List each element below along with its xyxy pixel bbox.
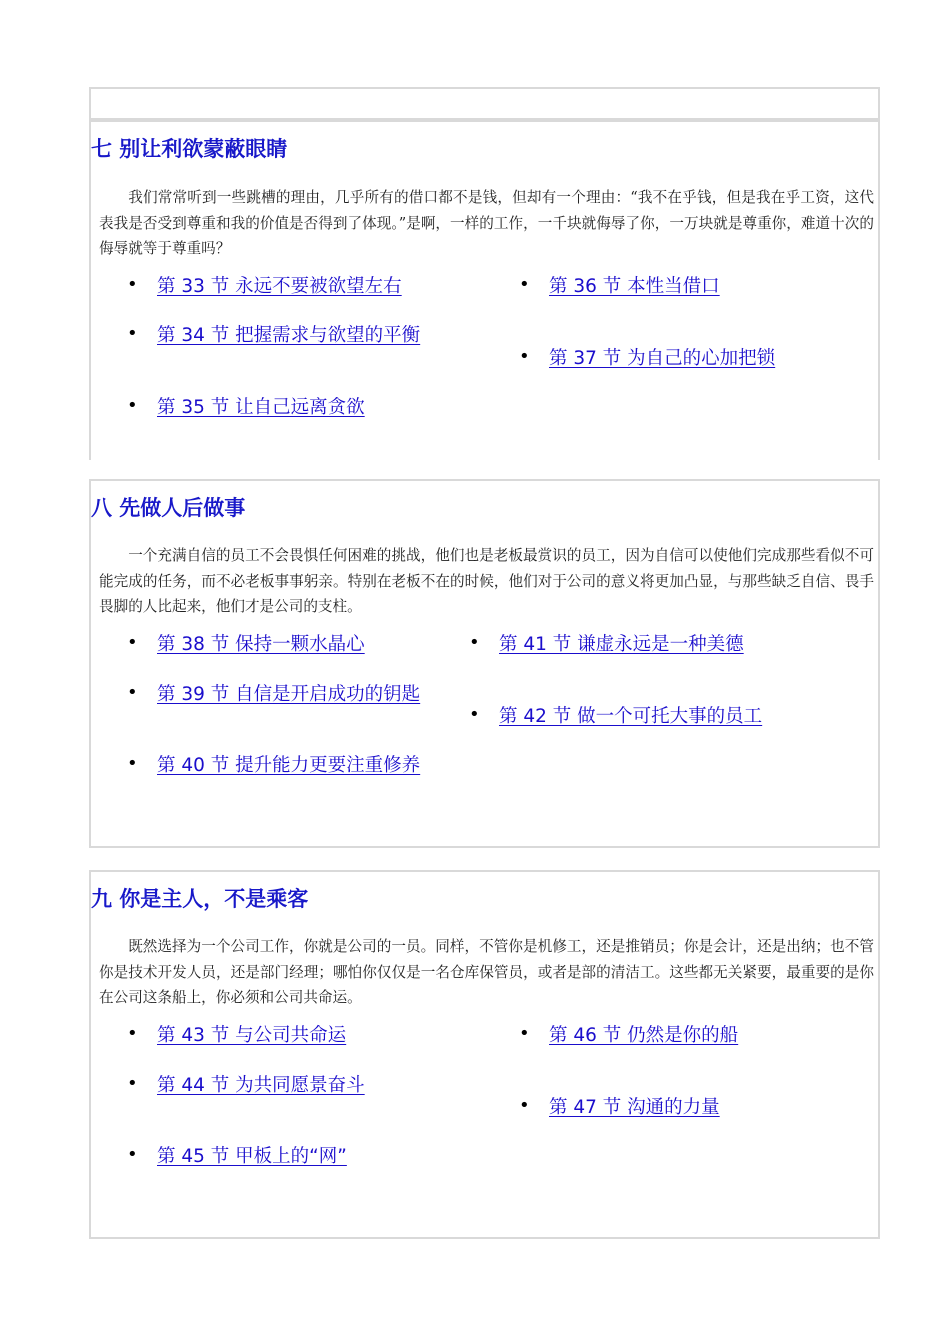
list-item [469,704,763,727]
chapter-link-40[interactable]: 第 40 节 提升能力更要注重修养 [157,755,421,776]
bullet-icon: • [519,1023,530,1044]
chapter-link-35[interactable]: 第 35 节 让自己远离贪欲 [157,397,365,418]
list-item [127,1144,347,1167]
bullet-icon: • [519,346,530,367]
chapter-link-34[interactable]: 第 34 节 把握需求与欲望的平衡 [157,325,421,346]
section-title: 八 先做人后做事 [91,496,246,520]
list-item [127,395,365,418]
empty-header-box [89,87,880,120]
chapter-link-39[interactable]: 第 39 节 自信是开启成功的钥匙 [157,684,421,705]
list-item [469,632,744,655]
bullet-icon: • [469,704,480,725]
list-item [127,323,421,346]
list-item [519,346,776,369]
bullet-icon: • [469,632,480,653]
chapter-link-33[interactable]: 第 33 节 永远不要被欲望左右 [157,276,402,297]
chapter-link-41[interactable]: 第 41 节 谦虚永远是一种美德 [499,634,744,655]
section-8 [89,479,880,848]
section-7 [89,120,880,460]
bullet-icon: • [127,274,138,295]
chapter-link-42[interactable]: 第 42 节 做一个可托大事的员工 [499,706,763,727]
list-item [127,632,365,655]
section-intro: 我们常常听到一些跳槽的理由，几乎所有的借口都不是钱，但却有一个理由：“我不在乎钱，但是我在乎工资，这代表我是否受到尊重和我的价值是否得到了体现。”是啊，一样的工作，一千块就侮辱了你，一万块就是尊重你，难道十次的侮辱就等于尊重吗？ [99,189,874,257]
chapter-link-46[interactable]: 第 46 节 仍然是你的船 [549,1025,739,1046]
chapter-link-38[interactable]: 第 38 节 保持一颗水晶心 [157,634,365,655]
list-item [127,753,421,776]
list-item [127,274,402,297]
list-item [519,274,720,297]
bullet-icon: • [519,1095,530,1116]
bullet-icon: • [127,632,138,653]
list-item [127,1023,347,1046]
bullet-icon: • [127,395,138,416]
list-item [127,682,421,705]
bullet-icon: • [127,682,138,703]
chapter-link-43[interactable]: 第 43 节 与公司共命运 [157,1025,347,1046]
list-item [127,1073,365,1096]
bullet-icon: • [127,1073,138,1094]
chapter-link-36[interactable]: 第 36 节 本性当借口 [549,276,720,297]
bullet-icon: • [127,1023,138,1044]
section-9 [89,870,880,1239]
bullet-icon: • [127,1144,138,1165]
section-title: 九 你是主人，不是乘客 [91,887,309,911]
chapter-link-44[interactable]: 第 44 节 为共同愿景奋斗 [157,1075,365,1096]
section-intro: 既然选择为一个公司工作，你就是公司的一员。同样，不管你是机修工，还是推销员；你是会计，还是出纳；也不管你是技术开发人员，还是部门经理；哪怕你仅仅是一名仓库保管员，或者是部的清洁工。这些都无关紧要，最重要的是你在公司这条船上，你必须和公司共命运。 [99,938,874,1006]
bullet-icon: • [519,274,530,295]
bullet-icon: • [127,753,138,774]
list-item [519,1095,720,1118]
bullet-icon: • [127,323,138,344]
section-title: 七 别让利欲蒙蔽眼睛 [91,137,288,161]
section-intro: 一个充满自信的员工不会畏惧任何困难的挑战，他们也是老板最赏识的员工，因为自信可以使他们完成那些看似不可能完成的任务，而不必老板事事躬亲。特别在老板不在的时候，他们对于公司的意义将更加凸显，与那些缺乏自信、畏手畏脚的人比起来，他们才是公司的支柱。 [99,547,874,615]
list-item [519,1023,739,1046]
chapter-link-47[interactable]: 第 47 节 沟通的力量 [549,1097,720,1118]
chapter-link-37[interactable]: 第 37 节 为自己的心加把锁 [549,348,776,369]
chapter-link-45[interactable]: 第 45 节 甲板上的“网” [157,1146,347,1167]
